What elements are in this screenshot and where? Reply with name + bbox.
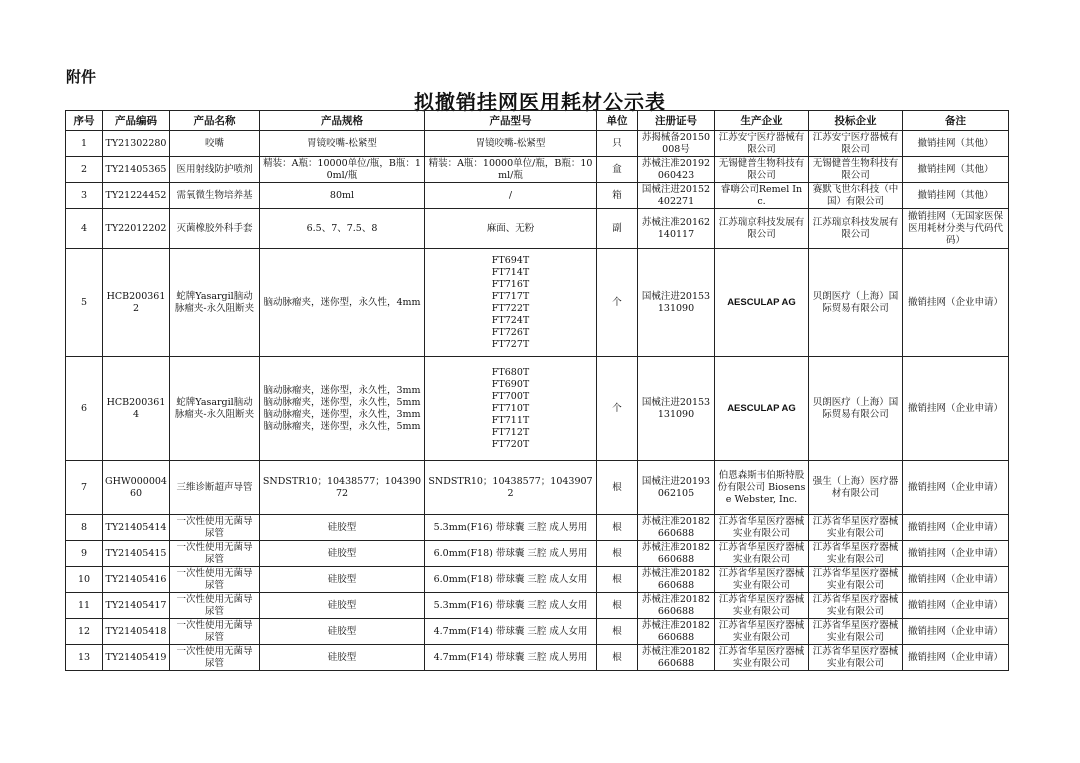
manufacturer: 江苏省华星医疗器械实业有限公司: [715, 567, 809, 593]
manufacturer: 睿嗨公司Remel Inc.: [715, 183, 809, 209]
product-name: 灭菌橡胶外科手套: [170, 209, 260, 249]
bidding-company: 强生（上海）医疗器材有限公司: [809, 461, 903, 515]
row-number: 3: [66, 183, 103, 209]
product-model: 5.3mm(F16) 带球囊 三腔 成人女用: [425, 593, 597, 619]
remark: 撤销挂网（其他）: [903, 131, 1009, 157]
remark: 撤销挂网（企业申请）: [903, 645, 1009, 671]
header-cell: 备注: [903, 111, 1009, 131]
spec-item: 脑动脉瘤夹，迷你型，永久性，3mm: [263, 384, 421, 396]
table-row: [66, 131, 1009, 157]
remark: 撤销挂网（企业申请）: [903, 541, 1009, 567]
unit: 根: [597, 461, 638, 515]
product-code: GHW00000460: [103, 461, 170, 515]
bidding-company: 江苏省华星医疗器械实业有限公司: [809, 645, 903, 671]
product-spec: 胃镜咬嘴-松紧型: [260, 131, 425, 157]
header-cell: 产品型号: [425, 111, 597, 131]
manufacturer: 江苏省华星医疗器械实业有限公司: [715, 541, 809, 567]
product-spec: SNDSTR10；10438577；10439072: [260, 461, 425, 515]
registration-number: 国械注进20153131090: [638, 249, 715, 357]
product-name: 蛇牌Yasargil脑动脉瘤夹-永久阻断夹: [170, 357, 260, 461]
row-number: 2: [66, 157, 103, 183]
product-model: 6.0mm(F18) 带球囊 三腔 成人男用: [425, 541, 597, 567]
manufacturer: AESCULAP AG: [715, 249, 809, 357]
model-item: FT711T: [491, 414, 530, 426]
product-spec: 脑动脉瘤夹，迷你型，永久性，4mm: [260, 249, 425, 357]
product-model: 4.7mm(F14) 带球囊 三腔 成人女用: [425, 619, 597, 645]
remark: 撤销挂网（企业申请）: [903, 593, 1009, 619]
manufacturer: 江苏省华星医疗器械实业有限公司: [715, 645, 809, 671]
product-model: 胃镜咬嘴-松紧型: [425, 131, 597, 157]
model-item: FT712T: [491, 426, 530, 438]
manufacturer: 江苏省华星医疗器械实业有限公司: [715, 593, 809, 619]
table-row: [66, 157, 1009, 183]
page-title: 拟撤销挂网医用耗材公示表: [414, 90, 666, 114]
product-code: TY21405417: [103, 593, 170, 619]
product-code: TY21302280: [103, 131, 170, 157]
row-number: 11: [66, 593, 103, 619]
registration-number: 苏械注准20182660688: [638, 541, 715, 567]
model-item: FT722T: [491, 302, 530, 314]
bidding-company: 赛默飞世尔科技（中国）有限公司: [809, 183, 903, 209]
product-name: 一次性使用无菌导尿管: [170, 619, 260, 645]
product-spec: 硅胶型: [260, 645, 425, 671]
model-item: FT680T: [491, 366, 530, 378]
bidding-company: 江苏省华星医疗器械实业有限公司: [809, 593, 903, 619]
row-number: 12: [66, 619, 103, 645]
product-code: TY21405416: [103, 567, 170, 593]
bidding-company: 江苏瑞京科技发展有限公司: [809, 209, 903, 249]
table-row: [66, 461, 1009, 515]
disposables-table: [65, 110, 1009, 671]
product-name: 三维诊断超声导管: [170, 461, 260, 515]
registration-number: 苏械注准20162140117: [638, 209, 715, 249]
product-name: 咬嘴: [170, 131, 260, 157]
table-row: [66, 541, 1009, 567]
unit: 个: [597, 249, 638, 357]
row-number: 6: [66, 357, 103, 461]
header-cell: 产品名称: [170, 111, 260, 131]
model-item: FT700T: [491, 390, 530, 402]
product-code: TY21405418: [103, 619, 170, 645]
model-item: FT727T: [491, 338, 530, 350]
product-spec: 硅胶型: [260, 515, 425, 541]
manufacturer: 江苏安宁医疗器械有限公司: [715, 131, 809, 157]
registration-number: 苏械注准20182660688: [638, 567, 715, 593]
bidding-company: 贝朗医疗（上海）国际贸易有限公司: [809, 249, 903, 357]
table-row: [66, 593, 1009, 619]
table-row: [66, 645, 1009, 671]
table-header-row: [66, 111, 1009, 131]
product-spec: 硅胶型: [260, 541, 425, 567]
unit: 根: [597, 567, 638, 593]
table-row: [66, 567, 1009, 593]
table-row: [66, 183, 1009, 209]
manufacturer: 伯恩森斯韦伯斯特股份有限公司 Biosense Webster, Inc.: [715, 461, 809, 515]
row-number: 8: [66, 515, 103, 541]
registration-number: 苏械注准20182660688: [638, 593, 715, 619]
product-model: 5.3mm(F16) 带球囊 三腔 成人男用: [425, 515, 597, 541]
remark: 撤销挂网（企业申请）: [903, 619, 1009, 645]
bidding-company: 江苏省华星医疗器械实业有限公司: [809, 515, 903, 541]
model-item: FT724T: [491, 314, 530, 326]
bidding-company: 江苏省华星医疗器械实业有限公司: [809, 567, 903, 593]
bidding-company: 江苏安宁医疗器械有限公司: [809, 131, 903, 157]
row-number: 10: [66, 567, 103, 593]
product-name: 蛇牌Yasargil脑动脉瘤夹-永久阻断夹: [170, 249, 260, 357]
model-item: FT726T: [491, 326, 530, 338]
product-code: TY21224452: [103, 183, 170, 209]
row-number: 1: [66, 131, 103, 157]
table-row: [66, 619, 1009, 645]
remark: 撤销挂网（其他）: [903, 183, 1009, 209]
manufacturer: 江苏省华星医疗器械实业有限公司: [715, 619, 809, 645]
product-model: 精装：A瓶：10000单位/瓶，B瓶：10ml/瓶: [425, 157, 597, 183]
product-model: 麻面、无粉: [425, 209, 597, 249]
model-item: FT694T: [491, 254, 530, 266]
header-cell: 投标企业: [809, 111, 903, 131]
table-row: [66, 357, 1009, 461]
unit: 根: [597, 593, 638, 619]
remark: 撤销挂网（无国家医保医用耗材分类与代码代码）: [903, 209, 1009, 249]
table-row: [66, 249, 1009, 357]
model-item: FT690T: [491, 378, 530, 390]
product-code: TY21405419: [103, 645, 170, 671]
model-item: FT720T: [491, 438, 530, 450]
unit: 根: [597, 619, 638, 645]
product-name: 一次性使用无菌导尿管: [170, 645, 260, 671]
remark: 撤销挂网（企业申请）: [903, 515, 1009, 541]
header-cell: 单位: [597, 111, 638, 131]
product-model: /: [425, 183, 597, 209]
registration-number: 苏械注准20182660688: [638, 515, 715, 541]
bidding-company: 江苏省华星医疗器械实业有限公司: [809, 541, 903, 567]
product-code: HCB2003612: [103, 249, 170, 357]
product-spec: 硅胶型: [260, 567, 425, 593]
manufacturer: 江苏省华星医疗器械实业有限公司: [715, 515, 809, 541]
row-number: 4: [66, 209, 103, 249]
row-number: 7: [66, 461, 103, 515]
table-row: [66, 515, 1009, 541]
registration-number: 国械注进20193062105: [638, 461, 715, 515]
table-row: [66, 209, 1009, 249]
product-name: 一次性使用无菌导尿管: [170, 515, 260, 541]
product-model: [425, 357, 597, 461]
remark: 撤销挂网（企业申请）: [903, 357, 1009, 461]
unit: 根: [597, 515, 638, 541]
remark: 撤销挂网（其他）: [903, 157, 1009, 183]
spec-item: 脑动脉瘤夹，迷你型，永久性，3mm: [263, 408, 421, 420]
model-item: FT717T: [491, 290, 530, 302]
row-number: 5: [66, 249, 103, 357]
remark: 撤销挂网（企业申请）: [903, 461, 1009, 515]
row-number: 9: [66, 541, 103, 567]
unit: 只: [597, 131, 638, 157]
registration-number: 苏械注准20192060423: [638, 157, 715, 183]
model-item: FT710T: [491, 402, 530, 414]
product-name: 需氧微生物培养基: [170, 183, 260, 209]
unit: 根: [597, 541, 638, 567]
header-cell: 注册证号: [638, 111, 715, 131]
unit: 箱: [597, 183, 638, 209]
product-model: SNDSTR10；10438577；10439072: [425, 461, 597, 515]
bidding-company: 江苏省华星医疗器械实业有限公司: [809, 619, 903, 645]
product-code: HCB2003614: [103, 357, 170, 461]
manufacturer: 江苏瑞京科技发展有限公司: [715, 209, 809, 249]
product-model: [425, 249, 597, 357]
remark: 撤销挂网（企业申请）: [903, 567, 1009, 593]
model-item: FT716T: [491, 278, 530, 290]
spec-item: 脑动脉瘤夹，迷你型，永久性，5mm: [263, 396, 421, 408]
model-item: FT714T: [491, 266, 530, 278]
product-name: 一次性使用无菌导尿管: [170, 593, 260, 619]
manufacturer: 无锡健普生物科技有限公司: [715, 157, 809, 183]
registration-number: 国械注进20153131090: [638, 357, 715, 461]
registration-number: 苏械注准20182660688: [638, 619, 715, 645]
product-name: 一次性使用无菌导尿管: [170, 541, 260, 567]
product-spec: 硅胶型: [260, 619, 425, 645]
spec-item: 脑动脉瘤夹，迷你型，永久性，5mm: [263, 420, 421, 432]
product-code: TY22012202: [103, 209, 170, 249]
unit: 个: [597, 357, 638, 461]
product-spec: 6.5、7、7.5、8: [260, 209, 425, 249]
product-spec: 80ml: [260, 183, 425, 209]
unit: 盒: [597, 157, 638, 183]
header-cell: 产品编码: [103, 111, 170, 131]
bidding-company: 无锡健普生物科技有限公司: [809, 157, 903, 183]
header-cell: 产品规格: [260, 111, 425, 131]
row-number: 13: [66, 645, 103, 671]
product-spec: [260, 357, 425, 461]
product-spec: 硅胶型: [260, 593, 425, 619]
manufacturer: AESCULAP AG: [715, 357, 809, 461]
unit: 副: [597, 209, 638, 249]
header-cell: 序号: [66, 111, 103, 131]
product-model: 6.0mm(F18) 带球囊 三腔 成人女用: [425, 567, 597, 593]
bidding-company: 贝朗医疗（上海）国际贸易有限公司: [809, 357, 903, 461]
remark: 撤销挂网（企业申请）: [903, 249, 1009, 357]
registration-number: 苏械注准20182660688: [638, 645, 715, 671]
registration-number: 国械注进20152402271: [638, 183, 715, 209]
registration-number: 苏揭械备20150008号: [638, 131, 715, 157]
product-code: TY21405414: [103, 515, 170, 541]
product-name: 一次性使用无菌导尿管: [170, 567, 260, 593]
header-cell: 生产企业: [715, 111, 809, 131]
product-name: 医用射线防护喷剂: [170, 157, 260, 183]
attachment-label: 附件: [66, 68, 97, 86]
unit: 根: [597, 645, 638, 671]
product-code: TY21405365: [103, 157, 170, 183]
product-spec: 精装：A瓶：10000单位/瓶，B瓶：10ml/瓶: [260, 157, 425, 183]
product-model: 4.7mm(F14) 带球囊 三腔 成人男用: [425, 645, 597, 671]
product-code: TY21405415: [103, 541, 170, 567]
